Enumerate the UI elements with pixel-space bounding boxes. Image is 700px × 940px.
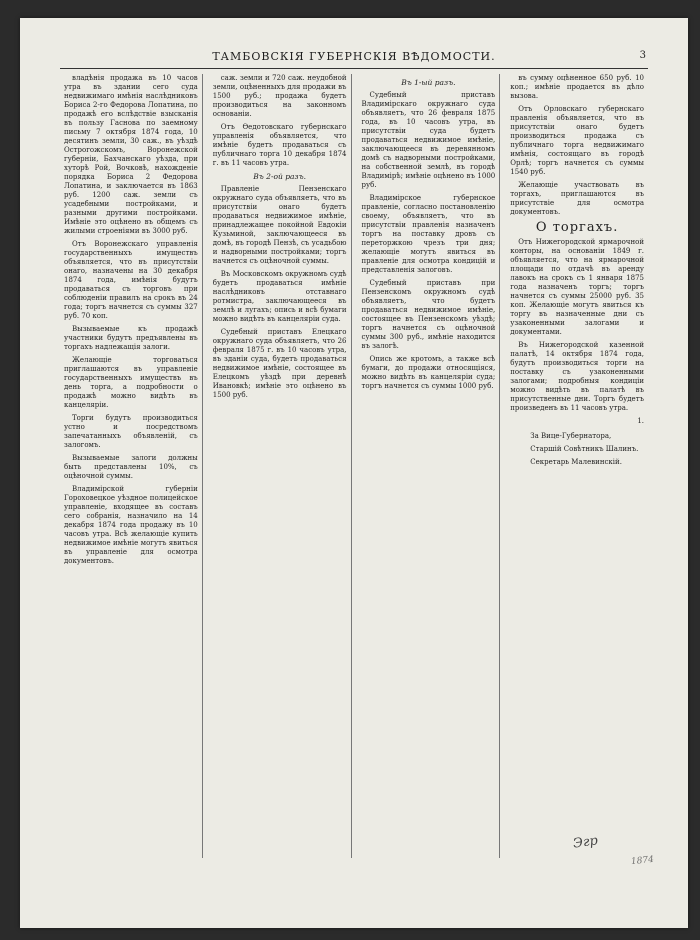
paragraph: Желающіе торговаться приглашаются въ управленіе государственныхъ имуществъ въ день торга, а подробности о продажѣ можно видѣть въ канцеляріи.: [64, 356, 198, 409]
paragraph: Отъ Ѳедотовскаго губернскаго управленія объявляется, что имѣніе будетъ продаваться съ публичнаго торга 10 декабря 1874 г. въ 11 часовъ утра.: [212, 123, 347, 167]
paragraph: саж. земли и 720 саж. неудобной земли, оцѣненныхъ для продажи въ 1500 руб.; продажа будетъ производиться на законномъ основаніи.: [212, 74, 347, 118]
newspaper-page: [20, 18, 688, 928]
archive-stamp: 1874: [630, 854, 655, 868]
handwritten-note: Эгр: [572, 833, 599, 852]
page-header: [60, 46, 648, 69]
column-1: [60, 74, 203, 858]
paragraph: Отъ Орловскаго губернскаго правленія объявляется, что въ присутствіи онаго будетъ производиться продажа съ публичнаго торга недвижимаго имѣнія, состоящаго въ городѣ Орлѣ; торгъ начнется съ суммы 1540 руб.: [510, 105, 644, 176]
paragraph: Владимірское губернское правленіе, согласно постановленію своему, объявляетъ, что въ присутствіи правленія назначенъ торгъ на поставку дровъ съ переторжкою чрезъ три дня; желающіе могутъ явиться въ правленіе для осмотра кондицій и представленія залоговъ.: [361, 194, 496, 274]
paragraph: Въ Нижегородской казенной палатѣ, 14 октября 1874 года, будутъ производиться торги на поставку съ узаконенными залогами; подробныя кондиціи можно видѣть въ палатѣ въ присутственные дни. Торгъ будетъ произведенъ въ 11 часовъ утра.: [510, 341, 644, 412]
paragraph: Желающіе участвовать въ торгахъ, приглашаются въ присутствіе для осмотра документовъ.: [510, 181, 644, 216]
paragraph: Правленіе Пензенскаго окружнаго суда объявляетъ, что въ присутствіи онаго будетъ продаваться недвижимое имѣніе, принадлежащее покойной Евдокіи Кузьминой, заключающееся въ домѣ, въ городѣ Пензѣ, съ усадьбою и надворными постройками; торгъ начнется съ оцѣночной суммы.: [212, 185, 347, 265]
column-2: [209, 74, 352, 858]
subheading: Въ 2-ой разъ.: [253, 172, 306, 181]
paragraph: Владимірской губерніи Гороховецкое уѣздное полицейское управленіе, входящее въ составъ сего собранія, назначило на 14 декабря 1874 года продажу въ 10 часовъ утра. Всѣ желающіе купить недвижимое имѣніе могутъ явиться въ управленіе для осмотра документовъ.: [64, 485, 198, 565]
paragraph: Судебный приставъ при Пензенскомъ окружномъ судѣ объявляетъ, что будетъ продаваться недвижимое имѣніе, состоящее въ Пензенскомъ уѣздѣ; торгъ начнется съ оцѣночной суммы 300 руб., имѣніе находится въ залогѣ.: [361, 279, 496, 350]
paragraph: Вызываемые залоги должны быть представлены 10%, съ оцѣночной суммы.: [64, 454, 198, 480]
notice-number: 1.: [637, 417, 644, 425]
signature-title: За Вице-Губернатора,: [530, 432, 612, 440]
secretary-signature: Секретарь Малевинскій.: [530, 458, 622, 466]
paragraph: Судебный приставъ Елецкаго окружнаго суда объявляетъ, что 26 февраля 1875 г. въ 10 часовъ утра, въ зданіи суда, будетъ продаваться недвижимое имѣніе, состоящее въ Елецкомъ уѣздѣ при деревнѣ Ивановкѣ; имѣніе это оцѣнено въ 1500 руб.: [212, 328, 347, 399]
newspaper-title: ТАМБОВСКІЯ ГУБЕРНСКІЯ ВѢДОМОСТИ.: [212, 50, 496, 63]
paragraph: Въ Московскомъ окружномъ судѣ будетъ продаваться имѣніе наслѣдниковъ отставнаго ротмистра, заключающееся въ землѣ и лугахъ; опись и всѣ бумаги можно видѣть въ канцеляріи суда.: [212, 270, 347, 323]
paragraph: въ сумму оцѣненное 650 руб. 10 коп.; имѣніе продается въ дѣло вызова.: [510, 74, 644, 100]
paragraph: Отъ Нижегородской ярмарочной конторы, на основаніи 1849 г. объявляется, что на ярмарочной площади по отдачѣ въ аренду лавокъ на срокъ съ 1 января 1875 года назначенъ торгъ; торгъ начнется съ суммы 25000 руб. 35 коп. Желающіе могутъ явиться къ торгу въ назначенные дни съ узаконенными залогами и документами.: [510, 238, 644, 336]
paragraph: Опись же кротомъ, а также всѣ бумаги, до продажи относящіяся, можно видѣть въ канцеляріи суда; торгъ начнется съ суммы 1000 руб.: [361, 355, 496, 390]
text-columns: [60, 74, 648, 858]
column-4: [506, 74, 648, 858]
paragraph: Торги будутъ производиться устно и посредствомъ запечатанныхъ объявленій, съ залогомъ.: [64, 414, 198, 449]
paragraph: владѣнія продажа въ 10 часов утра въ здании сего суда недвижимаго имѣнія наслѣдниковъ Бориса 2-го Федорова Лопатина, по продажѣ его вслѣдствіе взысканія въ пользу Гаснова по заемному письму 7 октября 1874 года, 10 десятинъ земли, 30 саж., въ уѣздѣ Острогожскомъ, Воронежской губерніи, Бахчанскаго уѣзда, при хуторѣ Рой, Вочковѣ, нахожденіе порядка Бориса 2 Федорова Лопатина, и заключается въ 1863 руб. 1200 саж. земли съ усадебными постройками, и разными другими постройками. Имѣніе это оцѣнено въ общемъ съ жилыми строеніями въ 3000 руб.: [64, 74, 198, 235]
subheading: Въ 1-ый разъ.: [401, 78, 456, 87]
section-heading: О торгахъ.: [535, 220, 619, 235]
page-number: 3: [639, 50, 646, 61]
paragraph: Отъ Воронежскаго управленія государственныхъ имуществъ объявляется, что въ присутствіи онаго, назначены на 30 декабря 1874 года, имѣнія будутъ продаваться съ торговъ при соблюденіи правилъ на срокъ въ 24 года; торгъ начнется съ суммы 327 руб. 70 коп.: [64, 240, 198, 320]
signature-name: Старшій Совѣтникъ Шалинъ.: [530, 445, 639, 453]
column-3: [358, 74, 501, 858]
paragraph: Судебный приставъ Владимірскаго окружнаго суда объявляетъ, что 26 февраля 1875 года, въ 10 часовъ утра, въ присутствіи суда будетъ продаваться недвижимое имѣніе, заключающееся въ деревянномъ домѣ съ надворными постройками, на собственной землѣ, въ городѣ Владимірѣ; имѣніе оцѣнено въ 1000 руб.: [361, 91, 496, 189]
paragraph: Вызываемые къ продажѣ участники будутъ предъявлены въ торгахъ надлежащія залоги.: [64, 325, 198, 351]
